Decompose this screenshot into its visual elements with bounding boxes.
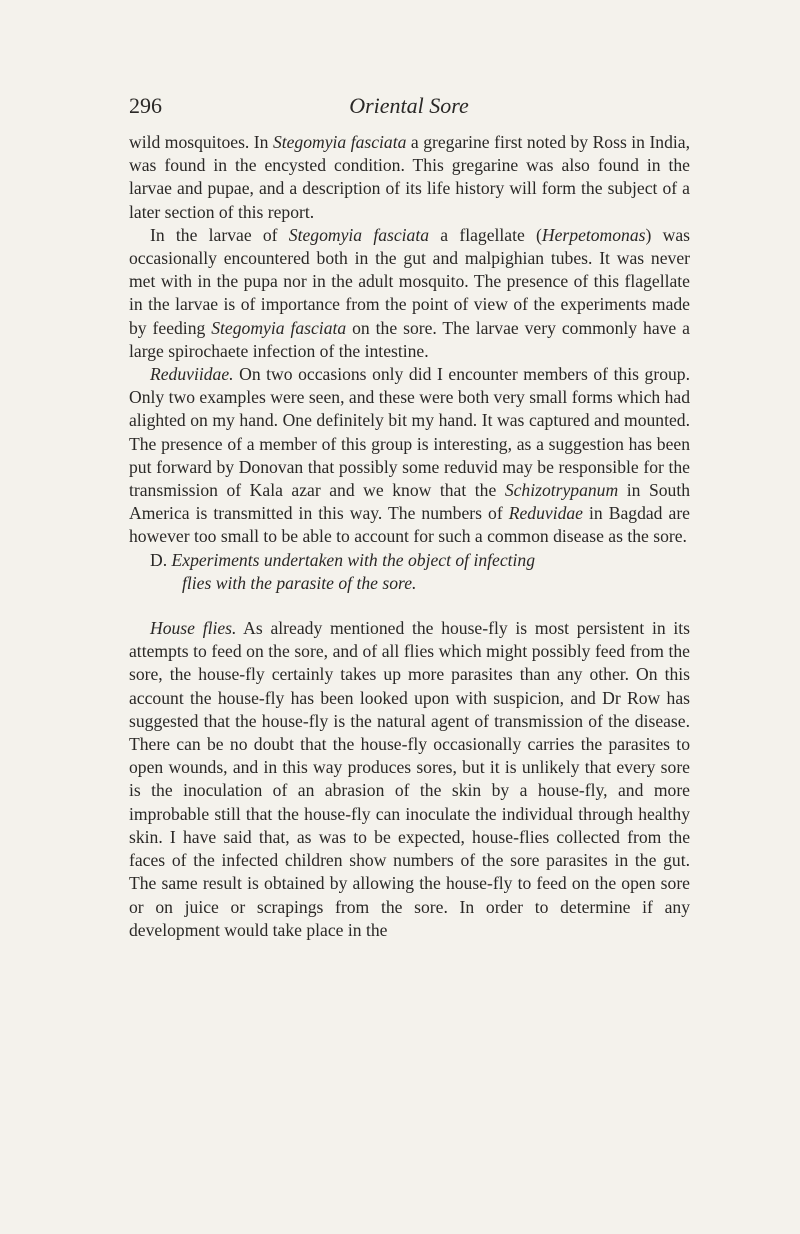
body-text <box>129 131 690 942</box>
italic-genus-name: Schizotrypanum <box>504 480 619 501</box>
italic-genus-name: Herpetomonas <box>541 224 646 245</box>
italic-family-name: Reduvidae <box>508 503 583 524</box>
text-run: On two occasions only did I encounter members of this group. Only two examples were seen, and these were both very small forms which had alighted on my hand. One definitely bit my hand. It was captured and mounted. The presence of a member of this group is interesting, as a suggestion has been put forward by Donovan that possibly some reduvid may be responsible for the transmission of Kala azar and we know that the <box>129 364 690 501</box>
section-heading-d <box>129 549 690 595</box>
paragraph-house-flies <box>129 617 690 942</box>
section-letter: D. <box>150 549 168 570</box>
text-run: wild mosquitoes. In <box>129 132 273 152</box>
text-run: a gregarine first noted by Ross in India, was found in the encysted condition. This gregarine was also found in the larvae and pupae, and a description of its life history will form the subject of a later section of this report. <box>129 132 690 222</box>
italic-species-name: Stegomyia fasciata <box>211 317 347 338</box>
paragraph-gregarine <box>129 131 690 224</box>
italic-run-in-heading: Reduviidae. <box>150 364 234 385</box>
text-run: In the larvae of <box>150 224 289 245</box>
text-run: in Bagdad are however too small to be able to account for such a common disease as the sore. <box>129 503 690 547</box>
italic-species-name: Stegomyia fasciata <box>288 224 430 245</box>
paragraph-flagellate <box>129 224 690 363</box>
text-run: on the sore. The larvae very commonly have a large spirochaete infection of the intestine. <box>129 317 690 361</box>
running-head <box>129 93 689 123</box>
text-run: ) was occasionally encountered both in the gut and malpighian tubes. It was never met with in the pupa nor in the adult mosquito. The presence of this flagellate in the larvae is of importance from the point of view of the experiments made by feeding <box>129 224 690 338</box>
text-run: As already mentioned the house-fly is most persistent in its attempts to feed on the sore, and of all flies which might possibly feed from the sore, the house-fly certainly takes up more parasites than any other. On this account the house-fly has been looked upon with suspicion, and Dr Row has suggested that the house-fly is the natural agent of transmission of the disease. There can be no doubt that the house-fly occasionally carries the parasites to open wounds, and in this way produces sores, but it is unlikely that every sore is the inoculation of an abrasion of the skin by a house-fly, and more improbable still that the house-fly can inoculate the individual through healthy skin. I have said that, as was to be expected, house-flies collected from the faces of the infected children show numbers of the sore parasites in the gut. The same result is obtained by allowing the house-fly to feed on the open sore or on juice or scrapings from the sore. In order to determine if any development would take place in the <box>129 618 691 940</box>
italic-species-name: Stegomyia fasciata <box>272 132 407 152</box>
page-number: 296 <box>129 93 162 118</box>
running-title: Oriental Sore <box>349 93 469 118</box>
paragraph-reduviidae <box>129 363 690 549</box>
text-run: in South America is transmitted in this way. The numbers of <box>129 480 691 524</box>
section-title-line-2: flies with the parasite of the sore. <box>182 572 417 593</box>
italic-run-in-heading: House flies. <box>150 618 237 639</box>
section-title-line-1: Experiments undertaken with the object of infecting <box>171 549 536 570</box>
text-run: a flagellate ( <box>429 224 542 245</box>
